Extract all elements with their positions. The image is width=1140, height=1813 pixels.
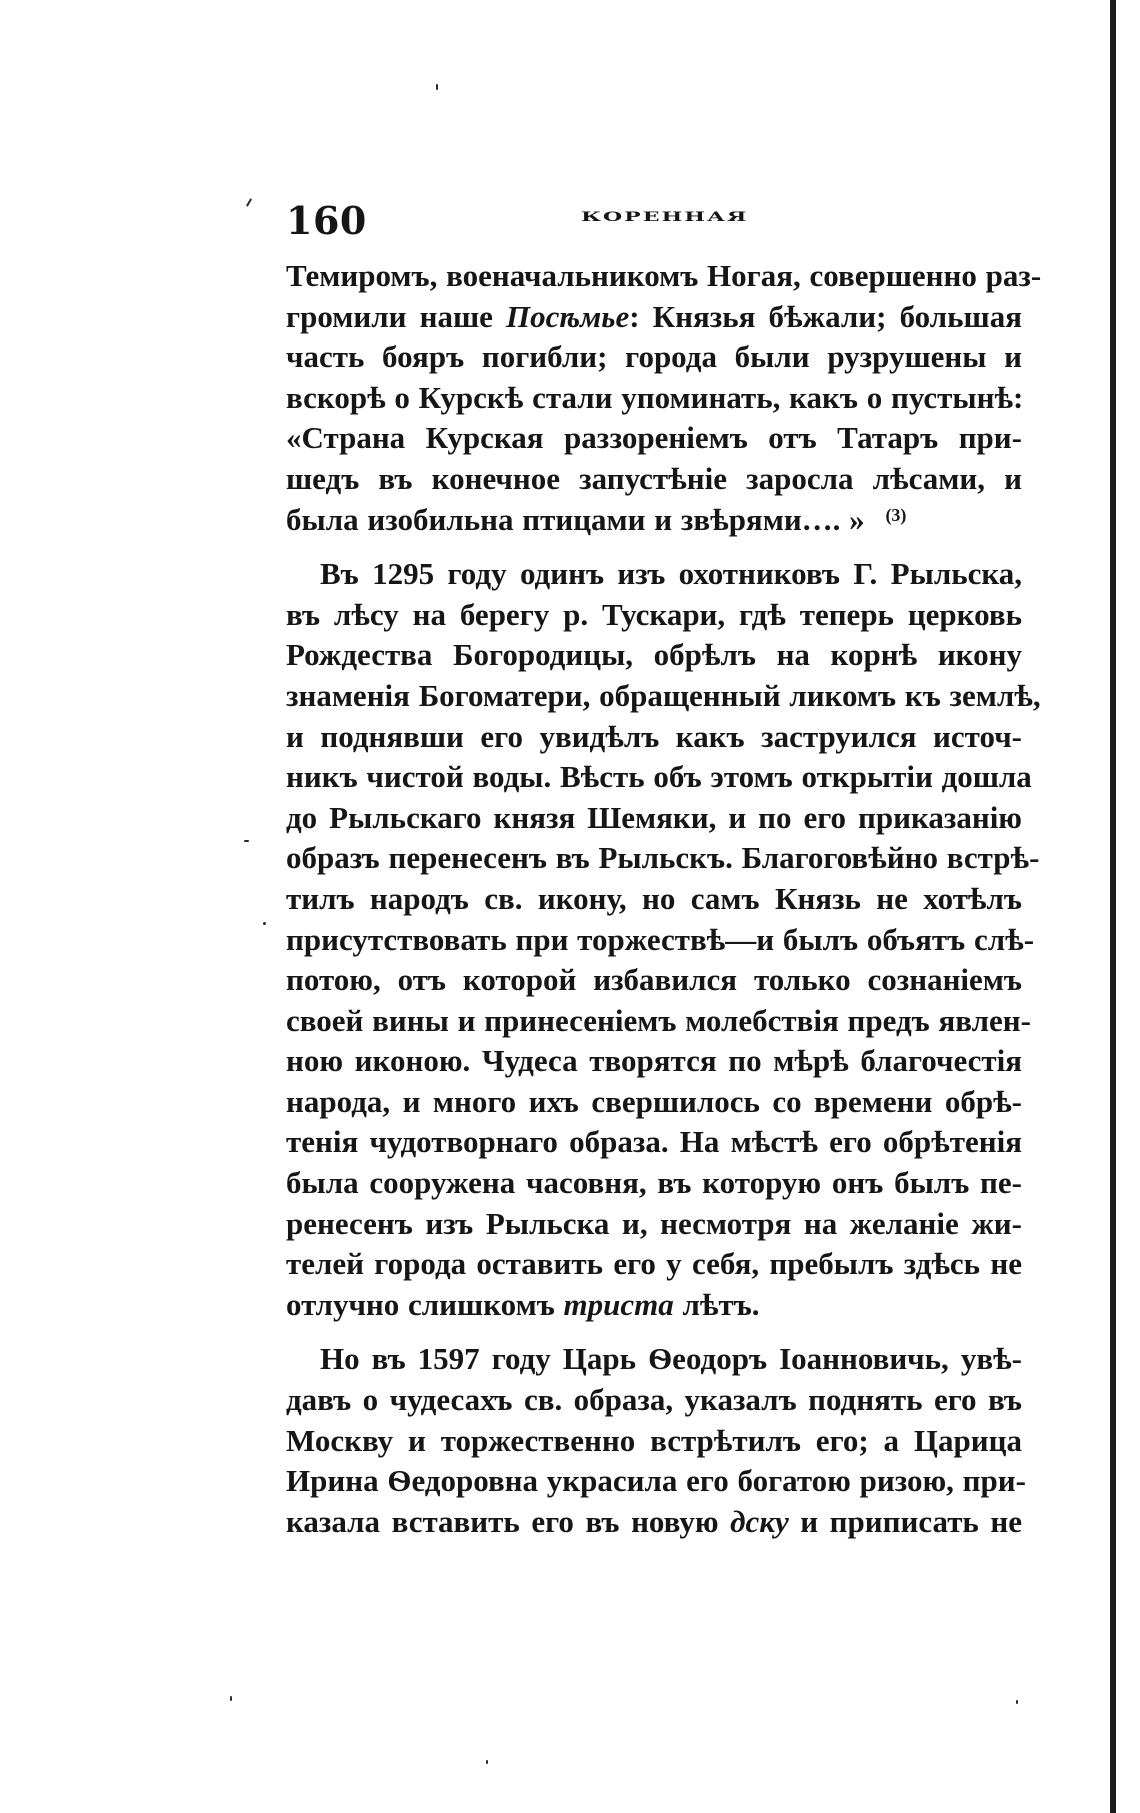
text-segment: : Князья бѣжали; большая: [629, 298, 1022, 334]
text-line: [286, 256, 1042, 297]
text-line: [286, 297, 1022, 338]
text-segment: часть бояръ погибли; города были рузрушены и: [286, 339, 1022, 375]
text-segment: давъ о чудесахъ св. образа, указалъ поднять его въ: [286, 1382, 1022, 1418]
text-segment: Темиромъ, военачальникомъ Ногая, совершенно раз-: [286, 258, 1042, 293]
text-segment: въ лѣсу на берегу р. Тускари, гдѣ теперь церковь: [286, 596, 1022, 632]
text-line: [286, 1421, 1022, 1462]
text-segment: была изобильна птицами и звѣрями…. »: [286, 501, 874, 537]
text-segment: присутствовать при торжествѣ—и былъ объятъ слѣ-: [286, 921, 1035, 957]
text-segment: до Рыльскаго князя Шемяки, и по его приказанію: [286, 799, 1022, 835]
text-line: [286, 757, 1032, 798]
text-line: [286, 1461, 1026, 1502]
paragraph-3: [286, 1339, 1026, 1542]
text-segment: и приписать не: [788, 1503, 1023, 1539]
text-segment: ною иконою. Чудеса творятся по мѣрѣ благочестія: [286, 1043, 1022, 1079]
text-line: [286, 635, 1022, 676]
text-line: [286, 418, 1022, 459]
text-segment: тенія чудотворнаго образа. На мѣстѣ его обрѣтенія: [286, 1124, 1022, 1160]
text-segment: народа, и много ихъ свершилось со времени обрѣ-: [286, 1083, 1022, 1119]
text-segment: шедъ въ конечное запустѣніе заросла лѣсами, и: [286, 460, 1022, 496]
text-line: [286, 1339, 1022, 1380]
text-line: [286, 1001, 1031, 1042]
text-segment: Но въ 1597 году Царь Ѳеодоръ Іоанновичь, увѣ-: [320, 1341, 1022, 1377]
text-line: [286, 1502, 1022, 1543]
scan-speck: [436, 84, 438, 90]
running-title: КОРЕННАЯ: [581, 209, 749, 225]
text-line: [286, 676, 1041, 717]
page-number: 160: [286, 198, 367, 243]
text-line: [286, 960, 1022, 1001]
text-line: [286, 838, 1040, 879]
scan-speck: [246, 198, 252, 207]
text-line: [286, 1082, 1022, 1123]
text-segment: Рождества Богородицы, обрѣлъ на корнѣ икону: [286, 637, 1022, 673]
text-segment: лѣтъ.: [673, 1286, 760, 1322]
text-segment: Москву и торжественно встрѣтилъ его; а Царица: [286, 1422, 1022, 1458]
text-segment: никъ чистой воды. Вѣсть объ этомъ открытіи дошла: [286, 759, 1032, 795]
italic-term: триста: [563, 1286, 674, 1322]
text-segment: «Страна Курская раззореніемъ отъ Татаръ при-: [286, 420, 1022, 456]
scan-speck: [230, 1696, 232, 1701]
text-segment: громили наше: [286, 298, 506, 334]
text-line: [286, 920, 1035, 961]
page-edge-shadow: [1110, 0, 1116, 1813]
body-text: [286, 256, 1042, 1542]
text-line: [286, 1122, 1022, 1163]
text-line: [286, 717, 1022, 758]
scan-speck: [1016, 1700, 1018, 1704]
running-head: [286, 198, 1026, 248]
text-segment: образъ перенесенъ въ Рыльскъ. Благоговѣйно встрѣ-: [286, 840, 1040, 876]
text-segment: знаменія Богоматери, обращенный ликомъ къ землѣ,: [286, 677, 1041, 713]
text-segment: тилъ народъ св. икону, но самъ Князь не хотѣлъ: [286, 880, 1022, 916]
text-segment: ренесенъ изъ Рыльска и, несмотря на желаніе жи-: [286, 1205, 1022, 1241]
text-segment: своей вины и принесеніемъ молебствія предъ явлен-: [286, 1002, 1031, 1038]
italic-term: Посѣмье: [506, 298, 630, 334]
text-line: [286, 1163, 1022, 1204]
text-line: [286, 1041, 1022, 1082]
text-line: [286, 1244, 1022, 1285]
text-line: [286, 500, 1022, 541]
paragraph-gap: [286, 540, 1022, 554]
text-segment: была сооружена часовня, въ которую онъ былъ пе-: [286, 1165, 1022, 1201]
scan-speck: [263, 922, 266, 925]
scan-speck: [244, 840, 249, 842]
text-segment: и поднявши его увидѣлъ какъ заструился источ-: [286, 718, 1022, 754]
text-line: [286, 459, 1022, 500]
text-segment: Ирина Ѳедоровна украсила его богатою ризою, при-: [286, 1463, 1026, 1499]
text-segment: отлучно слишкомъ: [286, 1286, 564, 1322]
text-line: [286, 554, 1022, 595]
paragraph-2: [286, 554, 1041, 1325]
text-line: [286, 595, 1022, 636]
paragraph-gap: [286, 1325, 1022, 1339]
paragraph-1: [286, 256, 1042, 540]
text-line: [286, 798, 1022, 839]
text-segment: Въ 1295 году одинъ изъ охотниковъ Г. Рыльска,: [320, 556, 1022, 592]
footnote-marker: (3): [885, 504, 907, 525]
text-line: [286, 1204, 1022, 1245]
text-segment: вскорѣ о Курскѣ стали упоминать, какъ о пустынѣ:: [286, 379, 1024, 415]
text-segment: телей города оставить его у себя, пребылъ здѣсь не: [286, 1246, 1022, 1282]
italic-term: дску: [730, 1503, 789, 1539]
text-line: [286, 337, 1022, 378]
text-segment: потою, отъ которой избавился только сознаніемъ: [286, 962, 1022, 998]
text-line: [286, 879, 1022, 920]
text-line: [286, 1285, 1022, 1326]
scan-speck: [486, 1760, 488, 1764]
text-line: [286, 1380, 1022, 1421]
text-segment: казала вставить его въ новую: [286, 1503, 731, 1539]
text-line: [286, 378, 1022, 419]
